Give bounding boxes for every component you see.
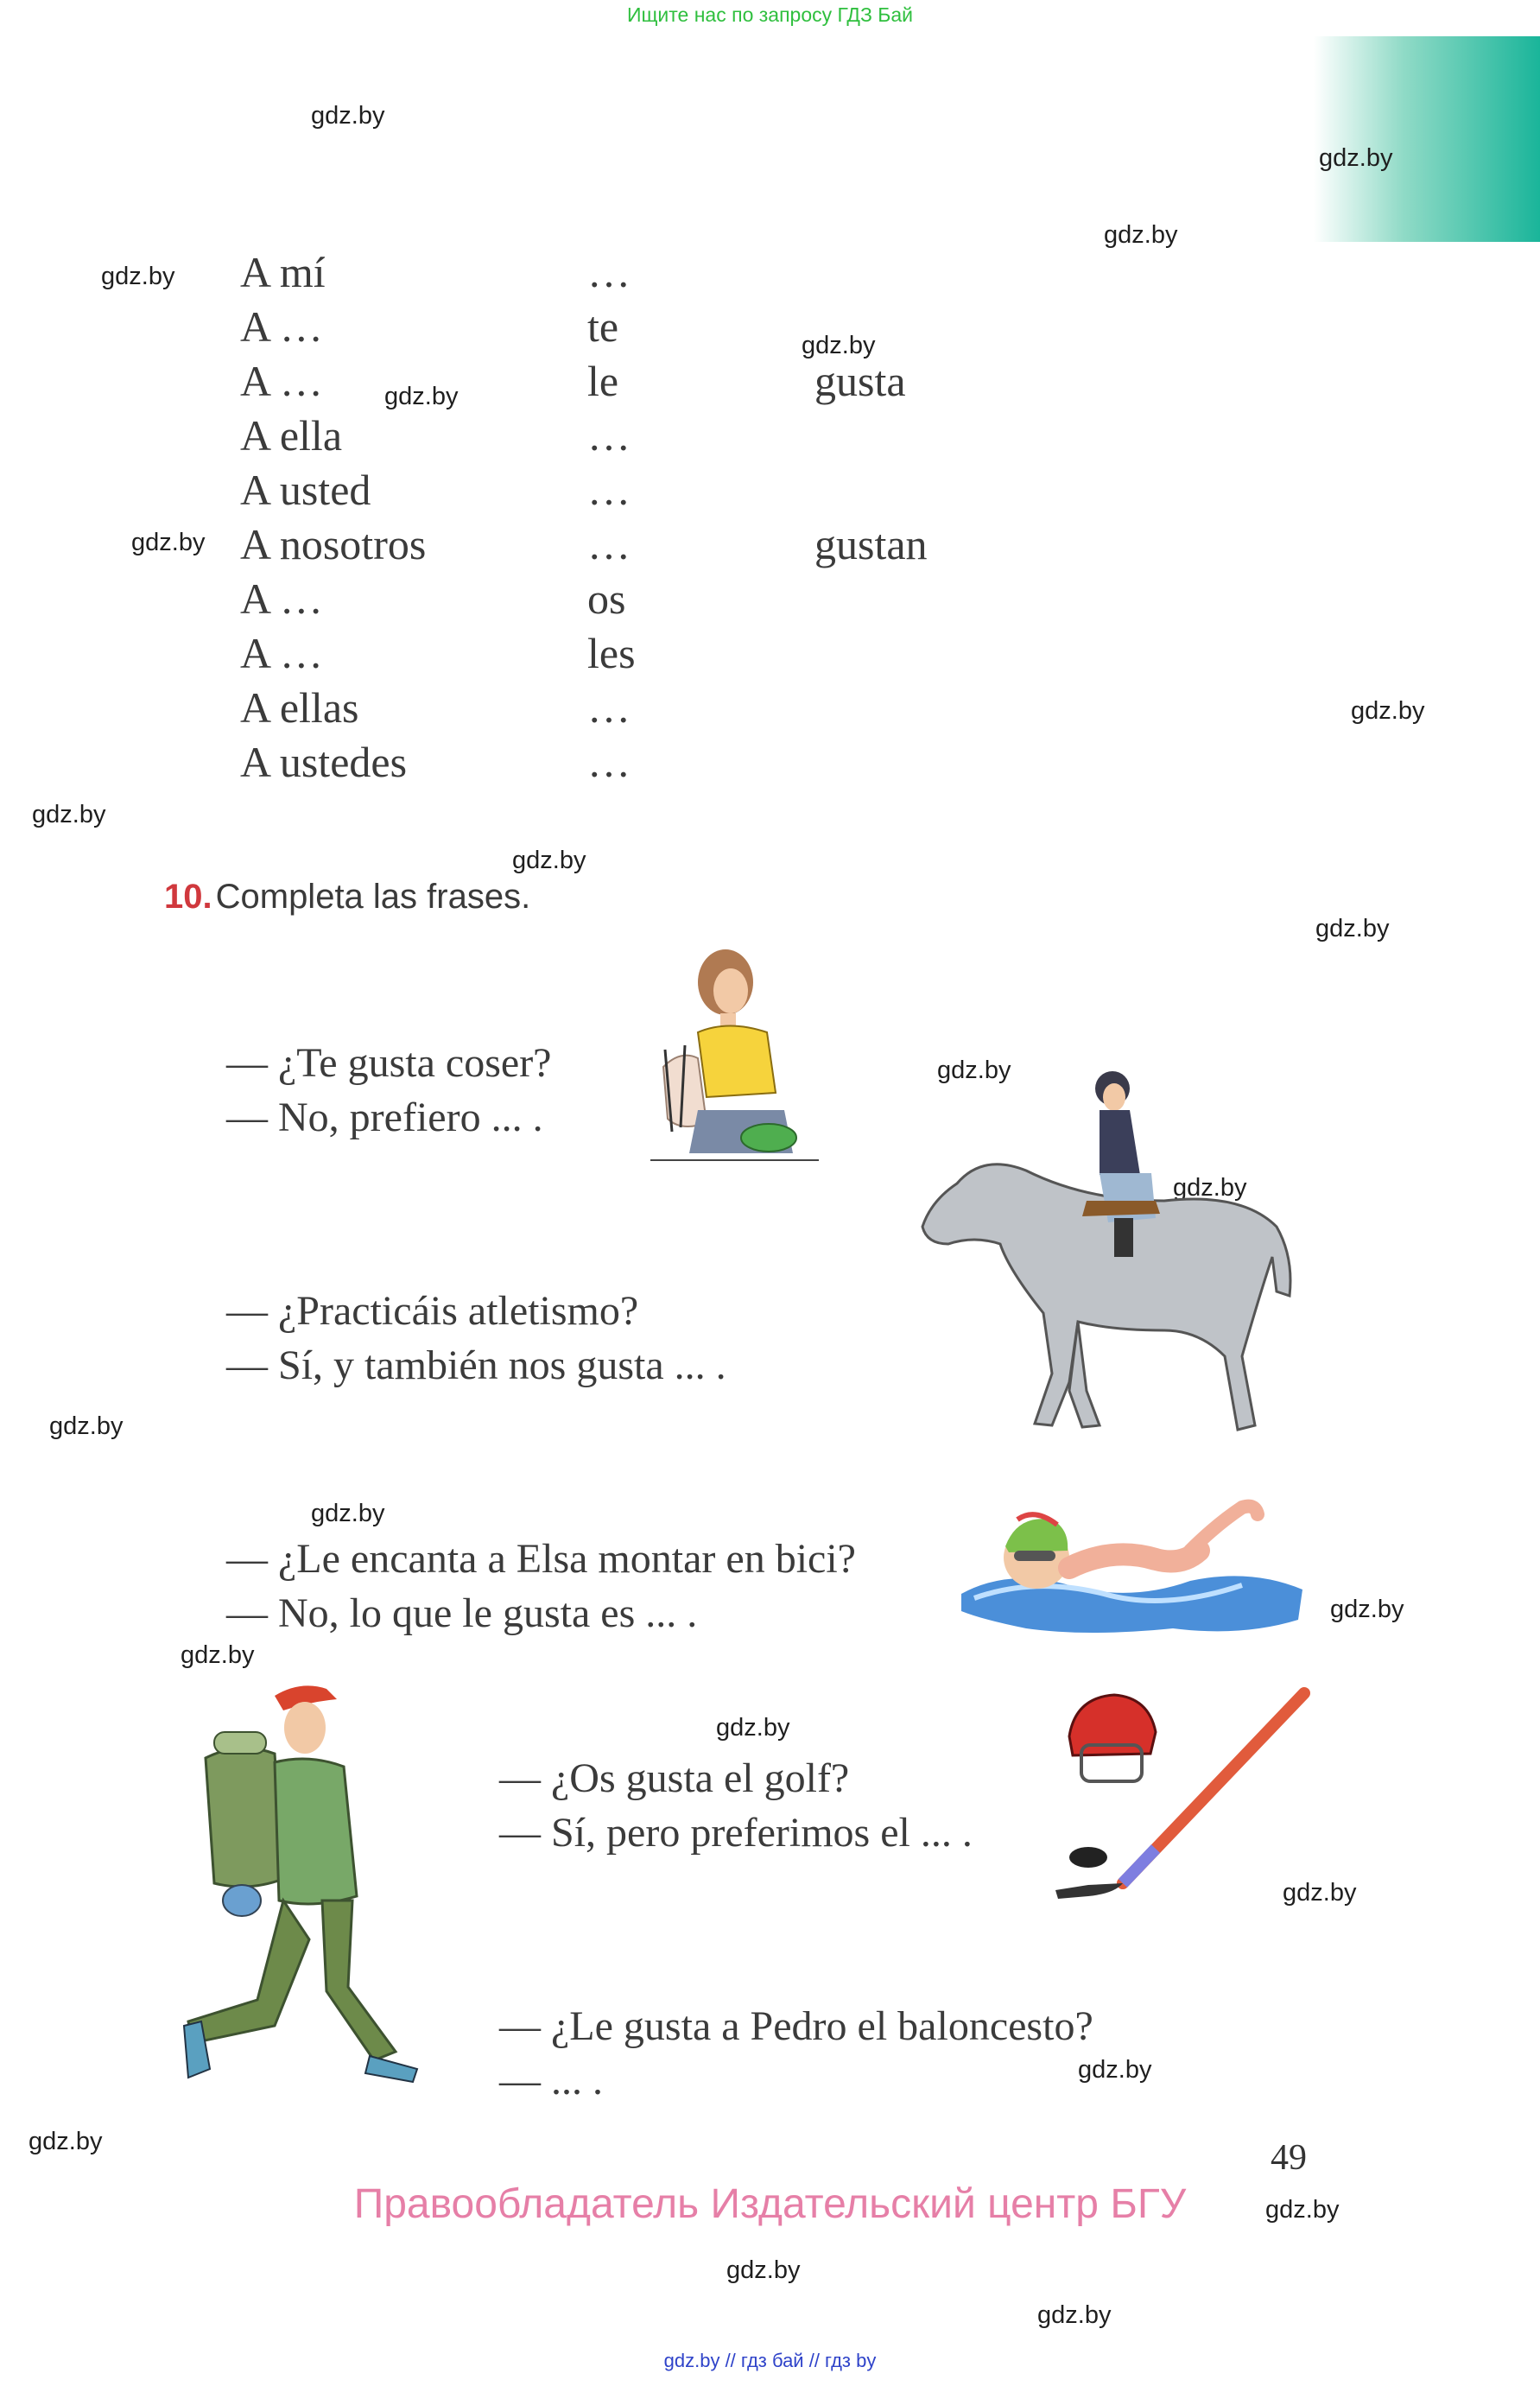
table-object-pronoun: te (587, 302, 619, 351)
table-object-pronoun: … (587, 520, 631, 568)
table-object-pronoun: … (587, 738, 631, 786)
table-pronoun: A … (240, 302, 323, 351)
exercise-heading (164, 878, 530, 917)
table-object-pronoun: le (587, 357, 619, 405)
table-pronoun: A ellas (240, 683, 359, 732)
watermark: gdz.by (1319, 144, 1393, 172)
watermark: gdz.by (1315, 915, 1390, 942)
table-pronoun: A … (240, 357, 323, 405)
watermark: gdz.by (101, 263, 175, 290)
swimmer-illustration (957, 1490, 1307, 1646)
table-object-pronoun: … (587, 248, 631, 296)
exercise-title: Completa las frases. (215, 878, 531, 916)
table-pronoun: A … (240, 629, 323, 677)
hiker-illustration (171, 1680, 437, 2099)
watermark: gdz.by (726, 2256, 801, 2284)
watermark: gdz.by (1330, 1596, 1404, 1623)
top-banner[interactable]: Ищите нас по запросу ГДЗ Бай (626, 3, 914, 26)
watermark: gdz.by (29, 2128, 103, 2155)
watermark: gdz.by (181, 1641, 255, 1669)
table-object-pronoun: os (587, 574, 626, 623)
table-verb-gustan: gustan (814, 520, 928, 568)
dialog-question: — ¿Le gusta a Pedro el baloncesto? (499, 2003, 1093, 2049)
dialog-question: — ¿Le encanta a Elsa montar en bici? (226, 1536, 856, 1582)
table-pronoun: A ella (240, 411, 343, 460)
dialog-question: — ¿Os gusta el golf? (499, 1755, 850, 1801)
watermark: gdz.by (937, 1057, 1011, 1084)
watermark: gdz.by (1265, 2196, 1340, 2224)
watermark: gdz.by (32, 801, 106, 828)
corner-decoration (1314, 36, 1540, 242)
dialog-question: — ¿Te gusta coser? (226, 1040, 552, 1086)
table-pronoun: A … (240, 574, 323, 623)
watermark: gdz.by (716, 1714, 790, 1742)
watermark: gdz.by (1037, 2301, 1112, 2329)
watermark: gdz.by (1078, 2056, 1152, 2084)
table-verb-gusta: gusta (814, 357, 906, 405)
table-object-pronoun: … (587, 683, 631, 732)
table-pronoun: A ustedes (240, 738, 408, 786)
table-object-pronoun: … (587, 466, 631, 514)
table-pronoun: A nosotros (240, 520, 427, 568)
dialog-question: — ¿Practicáis atletismo? (226, 1288, 639, 1334)
watermark: gdz.by (1283, 1879, 1357, 1907)
dialog-answer: — ... . (499, 2058, 603, 2104)
watermark: gdz.by (131, 529, 206, 556)
table-object-pronoun: … (587, 411, 631, 460)
footer-links[interactable]: gdz.by // гдз бай // гдз by (663, 2350, 877, 2371)
table-object-pronoun: les (587, 629, 636, 677)
watermark: gdz.by (49, 1412, 124, 1440)
dialog-answer: — No, lo que le gusta es ... . (226, 1590, 698, 1636)
exercise-number: 10. (164, 878, 212, 916)
watermark: gdz.by (384, 383, 459, 410)
copyright-owner: Правообладатель Издательский центр БГУ (353, 2181, 1187, 2227)
watermark: gdz.by (1351, 697, 1425, 725)
watermark: gdz.by (311, 1500, 385, 1527)
dialog-answer: — Sí, y también nos gusta ... . (226, 1342, 726, 1388)
horse-rider-illustration (914, 1071, 1315, 1443)
watermark: gdz.by (802, 332, 876, 359)
watermark: gdz.by (512, 847, 586, 874)
watermark: gdz.by (311, 102, 385, 130)
knitting-girl-illustration (646, 946, 823, 1171)
table-pronoun: A mí (240, 248, 326, 296)
watermark: gdz.by (1104, 221, 1178, 249)
watermark: gdz.by (1173, 1174, 1247, 1202)
hockey-equipment-illustration (1054, 1685, 1317, 1913)
dialog-answer: — No, prefiero ... . (226, 1095, 543, 1140)
table-pronoun: A usted (240, 466, 371, 514)
page-number: 49 (1271, 2138, 1307, 2178)
dialog-answer: — Sí, pero preferimos el ... . (499, 1810, 973, 1856)
